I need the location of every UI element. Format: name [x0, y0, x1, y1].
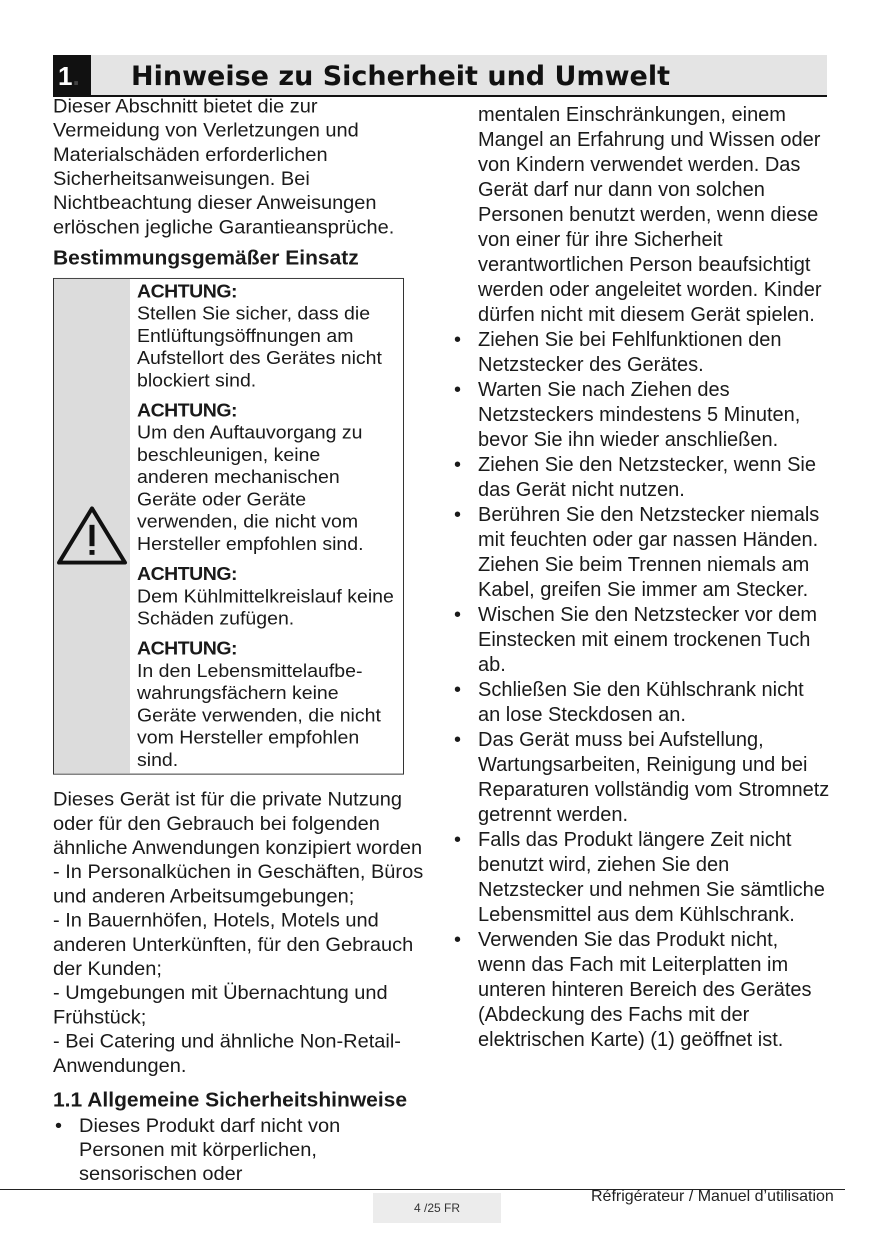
- warning-text: In den Lebensmittelaufbe-wahrungsfächern keine Geräte verwenden, die nicht vom Hersteller empfohlen sind.: [137, 660, 381, 771]
- list-item: • Dieses Produkt darf nicht von Personen mit körperlichen, sensorischen oder: [53, 1114, 425, 1187]
- usage-item: - In Bauernhöfen, Hotels, Motels und anderen Unterkünften, für den Gebrauch der Kunden;: [53, 910, 414, 980]
- list-item: • Das Gerät muss bei Aufstellung, Wartungsarbeiten, Reinigung und bei Reparaturen vollständig vom Stromnetz getrennt werden.: [452, 728, 830, 828]
- warning-defrost: [137, 400, 397, 556]
- usage-intro: Dieses Gerät ist für die private Nutzung oder für den Gebrauch bei folgenden ähnliche Anwendungen konzipiert worden: [53, 789, 423, 859]
- left-column: [53, 95, 425, 1187]
- list-item: • Ziehen Sie bei Fehlfunktionen den Netzstecker des Gerätes.: [452, 328, 830, 378]
- section-title: Hinweise zu Sicherheit und Umwelt: [131, 61, 670, 92]
- intended-use-heading: Bestimmungsgemäßer Einsatz: [53, 246, 359, 270]
- warning-box: [53, 278, 404, 775]
- list-item: • Wischen Sie den Netzstecker vor dem Einstecken mit einem trockenen Tuch ab.: [452, 603, 830, 678]
- manual-title: Réfrigérateur / Manuel d’utilisation: [591, 1188, 834, 1205]
- warning-text: Stellen Sie sicher, dass die Entlüftungsöffnungen am Aufstellort des Gerätes nicht blockiert sind.: [137, 303, 382, 392]
- list-item: • Schließen Sie den Kühlschrank nicht an lose Steckdosen an.: [452, 678, 830, 728]
- warning-text: Dem Kühlmittelkreislauf keine Schäden zufügen.: [137, 585, 394, 630]
- warning-title: ACHTUNG:: [137, 399, 237, 422]
- warning-ventilation: [137, 281, 397, 392]
- continued-paragraph: mentalen Einschränkungen, einem Mangel an Erfahrung und Wissen oder von Kindern verwendet werden. Das Gerät darf nur dann von solchen Personen benutzt werden, wenn diese von einer für ihre Sicherheit verantwortlichen Person beaufsichtigt werden oder angeleitet worden. Kinder dürfen nicht mit diesem Gerät spielen.: [478, 104, 822, 326]
- warning-title: ACHTUNG:: [137, 563, 237, 585]
- bullet-list: [53, 1114, 425, 1187]
- warning-title: ACHTUNG:: [137, 638, 237, 660]
- usage-item: - In Personalküchen in Geschäften, Büros und anderen Arbeitsumgebungen;: [53, 861, 424, 908]
- warning-triangle-icon: [56, 505, 128, 565]
- warning-title: ACHTUNG:: [137, 280, 237, 303]
- section-number: 1.: [53, 55, 91, 95]
- warning-text: Um den Auftauvorgang zu beschleunigen, keine anderen mechanischen Geräte oder Geräte verwenden, die nicht vom Hersteller empfohlen sind.: [137, 422, 364, 555]
- right-column: [452, 103, 830, 1053]
- section-header: [53, 55, 827, 97]
- list-item: • Warten Sie nach Ziehen des Netzsteckers mindestens 5 Minuten, bevor Sie ihn wieder anschließen.: [452, 378, 830, 453]
- list-item: • Verwenden Sie das Produkt nicht, wenn das Fach mit Leiterplatten im unteren hinteren Bereich des Gerätes (Abdeckung des Fachs mit der elektrischen Karte) (1) geöffnet ist.: [452, 928, 830, 1053]
- list-item: • Ziehen Sie den Netzstecker, wenn Sie das Gerät nicht nutzen.: [452, 453, 830, 503]
- bullet-list: [452, 328, 830, 1053]
- warning-appliances: [137, 638, 397, 772]
- usage-item: - Bei Catering und ähnliche Non-Retail-Anwendungen.: [53, 1031, 401, 1077]
- intro-paragraph: Dieser Abschnitt bietet die zur Vermeidung von Verletzungen und Materialschäden erforderlichen Sicherheitsanweisungen. Bei Nichtbeachtung dieser Anweisungen erlöschen jegliche Garantieansprüche.: [53, 95, 395, 239]
- page-number: 4 /25 FR: [373, 1193, 501, 1223]
- usage-item: - Umgebungen mit Übernachtung und Frühstück;: [53, 982, 388, 1029]
- warning-refrigerant: [137, 564, 397, 631]
- list-item: • Falls das Produkt längere Zeit nicht benutzt wird, ziehen Sie den Netzstecker und nehmen Sie sämtliche Lebensmittel aus dem Kühlschrank.: [452, 828, 830, 928]
- general-safety-heading: 1.1 Allgemeine Sicherheitshinweise: [53, 1089, 408, 1112]
- list-item: • Berühren Sie den Netzstecker niemals mit feuchten oder gar nassen Händen. Ziehen Sie beim Trennen niemals am Kabel, greifen Sie immer am Stecker.: [452, 503, 830, 603]
